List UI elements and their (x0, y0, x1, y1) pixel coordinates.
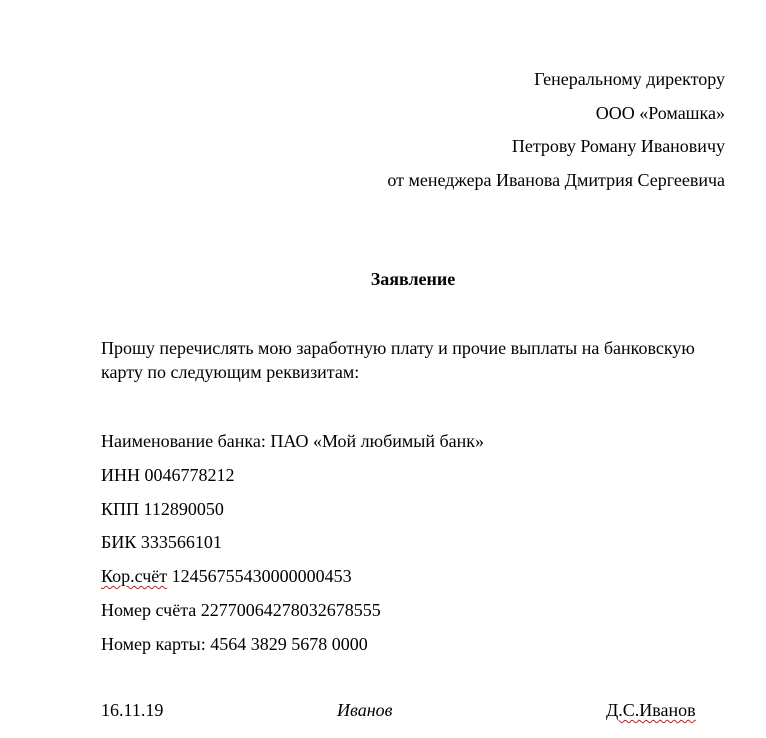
kpp-line: КПП 112890050 (101, 498, 224, 519)
bank-name-line: Наименование банка: ПАО «Мой любимый банк» (101, 431, 485, 451)
addressee-company: ООО «Ромашка» (595, 102, 725, 123)
account-line: Номер счёта 22770064278032678555 (101, 599, 381, 620)
request-text: Прошу перечислять мою заработную плату и прочие выплаты на банковскую карту по следующим реквизитам: (101, 338, 695, 382)
card-line: Номер карты: 4564 3829 5678 0000 (101, 633, 368, 654)
corr-account-label: Кор.счёт (101, 566, 168, 587)
signature-name: Д.С.Иванов (606, 700, 696, 720)
bik-line: БИК 333566101 (101, 532, 222, 553)
sender-line: от менеджера Иванова Дмитрия Сергеевича (387, 169, 725, 190)
addressee-position: Генеральному директору (534, 69, 725, 89)
addressee-name: Петрову Роману Ивановичу (511, 136, 725, 156)
signature: Иванов (337, 700, 393, 720)
corr-account-line (101, 560, 484, 594)
signature-date: 16.11.19 (101, 700, 164, 720)
corr-account-value: 12456755430000000453 (167, 566, 352, 587)
bank-details (101, 425, 484, 662)
document-title: Заявление (370, 269, 456, 289)
addressee-block (387, 63, 725, 197)
inn-line: ИНН 0046778212 (101, 464, 235, 485)
